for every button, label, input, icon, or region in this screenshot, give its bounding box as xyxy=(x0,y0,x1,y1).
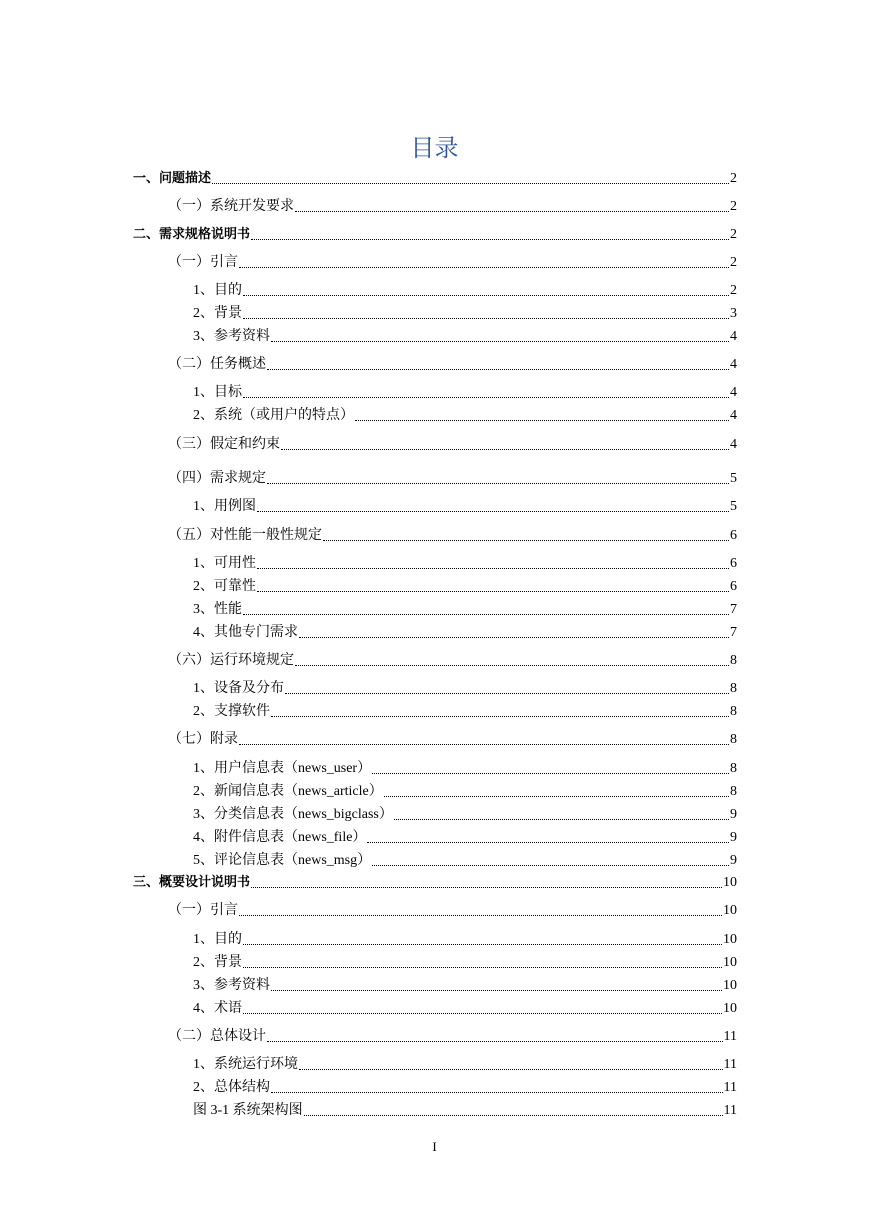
toc-entry[interactable] xyxy=(168,198,737,216)
toc-entry[interactable] xyxy=(168,527,737,545)
toc-entry-label: 2、系统（或用户的特点） xyxy=(193,408,354,423)
toc-entry[interactable] xyxy=(193,783,737,801)
toc-entry-label: 1、可用性 xyxy=(193,556,256,571)
toc-entry[interactable] xyxy=(193,601,737,619)
toc-entry[interactable] xyxy=(193,1102,737,1120)
toc-entry-page-number: 8 xyxy=(730,681,737,696)
toc-entry-label: 三、概要设计说明书 xyxy=(133,875,251,890)
toc-entry-label: 2、新闻信息表（news_article） xyxy=(193,784,383,799)
toc-entry-label: 1、设备及分布 xyxy=(193,681,284,696)
toc-entry[interactable] xyxy=(193,407,737,425)
dot-leader xyxy=(295,211,729,212)
toc-entry[interactable] xyxy=(193,829,737,847)
toc-entry-label: 1、目的 xyxy=(193,932,242,947)
dot-leader xyxy=(271,716,729,717)
toc-entry-label: 4、附件信息表（news_file） xyxy=(193,830,367,845)
toc-entry-page-number: 8 xyxy=(730,761,737,776)
dot-leader xyxy=(243,295,729,296)
toc-entry-page-number: 3 xyxy=(730,306,737,321)
toc-entry-page-number: 11 xyxy=(723,1029,737,1044)
toc-entry-page-number: 4 xyxy=(730,357,737,372)
dot-leader xyxy=(243,1013,722,1014)
dot-leader xyxy=(267,1041,723,1042)
toc-entry[interactable] xyxy=(193,1000,737,1018)
toc-entry-label: （三）假定和约束 xyxy=(168,437,280,452)
toc-entry-label: 1、用户信息表（news_user） xyxy=(193,761,372,776)
toc-entry-page-number: 8 xyxy=(730,704,737,719)
dot-leader xyxy=(243,944,722,945)
toc-entry[interactable] xyxy=(168,652,737,670)
dot-leader xyxy=(267,369,729,370)
toc-entry-page-number: 6 xyxy=(730,556,737,571)
toc-entry-label: 3、参考资料 xyxy=(193,978,270,993)
dot-leader xyxy=(243,397,729,398)
toc-entry-page-number: 10 xyxy=(723,932,737,947)
dot-leader xyxy=(281,449,729,450)
toc-entry-page-number: 9 xyxy=(730,853,737,868)
dot-leader xyxy=(355,420,729,421)
toc-entry-page-number: 2 xyxy=(730,199,737,214)
toc-entry[interactable] xyxy=(168,902,737,920)
toc-entry[interactable] xyxy=(168,356,737,374)
toc-entry[interactable] xyxy=(193,806,737,824)
toc-entry-label: （一）引言 xyxy=(168,903,238,918)
toc-entry-page-number: 2 xyxy=(730,171,737,186)
toc-entry[interactable] xyxy=(193,931,737,949)
toc-entry-label: 4、其他专门需求 xyxy=(193,625,298,640)
toc-entry-page-number: 10 xyxy=(723,1001,737,1016)
dot-leader xyxy=(239,267,729,268)
dot-leader xyxy=(257,591,729,592)
toc-entry[interactable] xyxy=(193,282,737,300)
toc-entry-label: 一、问题描述 xyxy=(133,171,212,186)
page-number-footer: I xyxy=(432,1139,437,1154)
toc-entry-page-number: 5 xyxy=(730,471,737,486)
toc-entry-page-number: 7 xyxy=(730,602,737,617)
toc-entry[interactable] xyxy=(193,578,737,596)
dot-leader xyxy=(257,511,729,512)
toc-entry-page-number: 4 xyxy=(730,437,737,452)
toc-entry-label: 3、性能 xyxy=(193,602,242,617)
toc-entry-label: 2、总体结构 xyxy=(193,1080,270,1095)
dot-leader xyxy=(271,1092,723,1093)
toc-entry-label: 2、背景 xyxy=(193,306,242,321)
toc-entry-label: 3、分类信息表（news_bigclass） xyxy=(193,807,393,822)
dot-leader xyxy=(239,744,729,745)
dot-leader xyxy=(267,483,729,484)
toc-entry-label: （一）引言 xyxy=(168,255,238,270)
dot-leader xyxy=(243,967,722,968)
dot-leader xyxy=(295,665,729,666)
dot-leader xyxy=(271,990,722,991)
toc-entry[interactable] xyxy=(193,328,737,346)
dot-leader xyxy=(257,568,729,569)
dot-leader xyxy=(243,614,729,615)
toc-entry[interactable] xyxy=(193,555,737,573)
dot-leader xyxy=(384,796,729,797)
toc-entry[interactable] xyxy=(193,1079,737,1097)
dot-leader xyxy=(372,773,729,774)
toc-entry-label: 2、可靠性 xyxy=(193,579,256,594)
toc-entry-page-number: 9 xyxy=(730,830,737,845)
toc-entry-page-number: 7 xyxy=(730,625,737,640)
toc-entry-page-number: 10 xyxy=(723,875,737,890)
toc-entry-label: 2、支撑软件 xyxy=(193,704,270,719)
dot-leader xyxy=(299,1069,723,1070)
toc-entry[interactable] xyxy=(168,436,737,454)
toc-entry-page-number: 11 xyxy=(723,1057,737,1072)
dot-leader xyxy=(299,637,729,638)
toc-entry-page-number: 10 xyxy=(723,978,737,993)
toc-entry-label: （五）对性能一般性规定 xyxy=(168,528,322,543)
dot-leader xyxy=(251,239,729,240)
toc-entry-page-number: 10 xyxy=(723,903,737,918)
toc-entry[interactable] xyxy=(133,170,737,188)
toc-entry[interactable] xyxy=(193,703,737,721)
dot-leader xyxy=(271,341,729,342)
toc-entry-label: 1、系统运行环境 xyxy=(193,1057,298,1072)
toc-title: 目录 xyxy=(410,134,459,162)
toc-entry-page-number: 5 xyxy=(730,499,737,514)
toc-entry-page-number: 2 xyxy=(730,255,737,270)
toc-entry-page-number: 9 xyxy=(730,807,737,822)
toc-entry-page-number: 4 xyxy=(730,385,737,400)
toc-entry-page-number: 2 xyxy=(730,227,737,242)
toc-entry-page-number: 8 xyxy=(730,653,737,668)
toc-entry-label: （四）需求规定 xyxy=(168,471,266,486)
toc-entry[interactable] xyxy=(168,254,737,272)
toc-entry-page-number: 11 xyxy=(723,1080,737,1095)
toc-entry[interactable] xyxy=(193,624,737,642)
toc-entry[interactable] xyxy=(193,954,737,972)
toc-entry-label: 1、用例图 xyxy=(193,499,256,514)
dot-leader xyxy=(243,318,729,319)
toc-entry-page-number: 8 xyxy=(730,732,737,747)
toc-entry-label: 2、背景 xyxy=(193,955,242,970)
toc-entry-page-number: 2 xyxy=(730,283,737,298)
toc-entry-page-number: 6 xyxy=(730,579,737,594)
toc-entry-label: （一）系统开发要求 xyxy=(168,199,294,214)
toc-entry-label: （六）运行环境规定 xyxy=(168,653,294,668)
toc-entry-label: 4、术语 xyxy=(193,1001,242,1016)
dot-leader xyxy=(323,540,729,541)
toc-entry[interactable] xyxy=(193,760,737,778)
toc-entry-page-number: 11 xyxy=(723,1103,737,1118)
toc-entry[interactable] xyxy=(168,1028,737,1046)
toc-entry-label: 3、参考资料 xyxy=(193,329,270,344)
toc-entry[interactable] xyxy=(193,977,737,995)
toc-entry-page-number: 6 xyxy=(730,528,737,543)
toc-entry-page-number: 4 xyxy=(730,408,737,423)
toc-entry[interactable] xyxy=(193,852,737,870)
toc-entry[interactable] xyxy=(193,1056,737,1074)
toc-entry-page-number: 10 xyxy=(723,955,737,970)
toc-entry-label: （七）附录 xyxy=(168,732,238,747)
toc-entry-label: （二）总体设计 xyxy=(168,1029,266,1044)
toc-entry-label: 二、需求规格说明书 xyxy=(133,227,251,242)
toc-entry-label: 1、目标 xyxy=(193,385,242,400)
toc-entry-page-number: 8 xyxy=(730,784,737,799)
toc-entry-page-number: 4 xyxy=(730,329,737,344)
toc-entry[interactable] xyxy=(133,874,737,892)
toc-entry-label: 5、评论信息表（news_msg） xyxy=(193,853,372,868)
dot-leader xyxy=(285,693,729,694)
toc-entry[interactable] xyxy=(168,470,737,488)
dot-leader xyxy=(367,842,729,843)
toc-entry[interactable] xyxy=(168,731,737,749)
toc-entry[interactable] xyxy=(133,226,737,244)
toc-entry-label: 图 3-1 系统架构图 xyxy=(193,1103,303,1118)
dot-leader xyxy=(372,865,729,866)
toc-entry-label: （二）任务概述 xyxy=(168,357,266,372)
toc-entry[interactable] xyxy=(193,384,737,402)
toc-entry[interactable] xyxy=(193,680,737,698)
toc-entry-label: 1、目的 xyxy=(193,283,242,298)
dot-leader xyxy=(394,819,729,820)
dot-leader xyxy=(251,887,722,888)
dot-leader xyxy=(212,183,729,184)
dot-leader xyxy=(239,915,722,916)
toc-entry[interactable] xyxy=(193,305,737,323)
dot-leader xyxy=(304,1115,723,1116)
toc-entry[interactable] xyxy=(193,498,737,516)
